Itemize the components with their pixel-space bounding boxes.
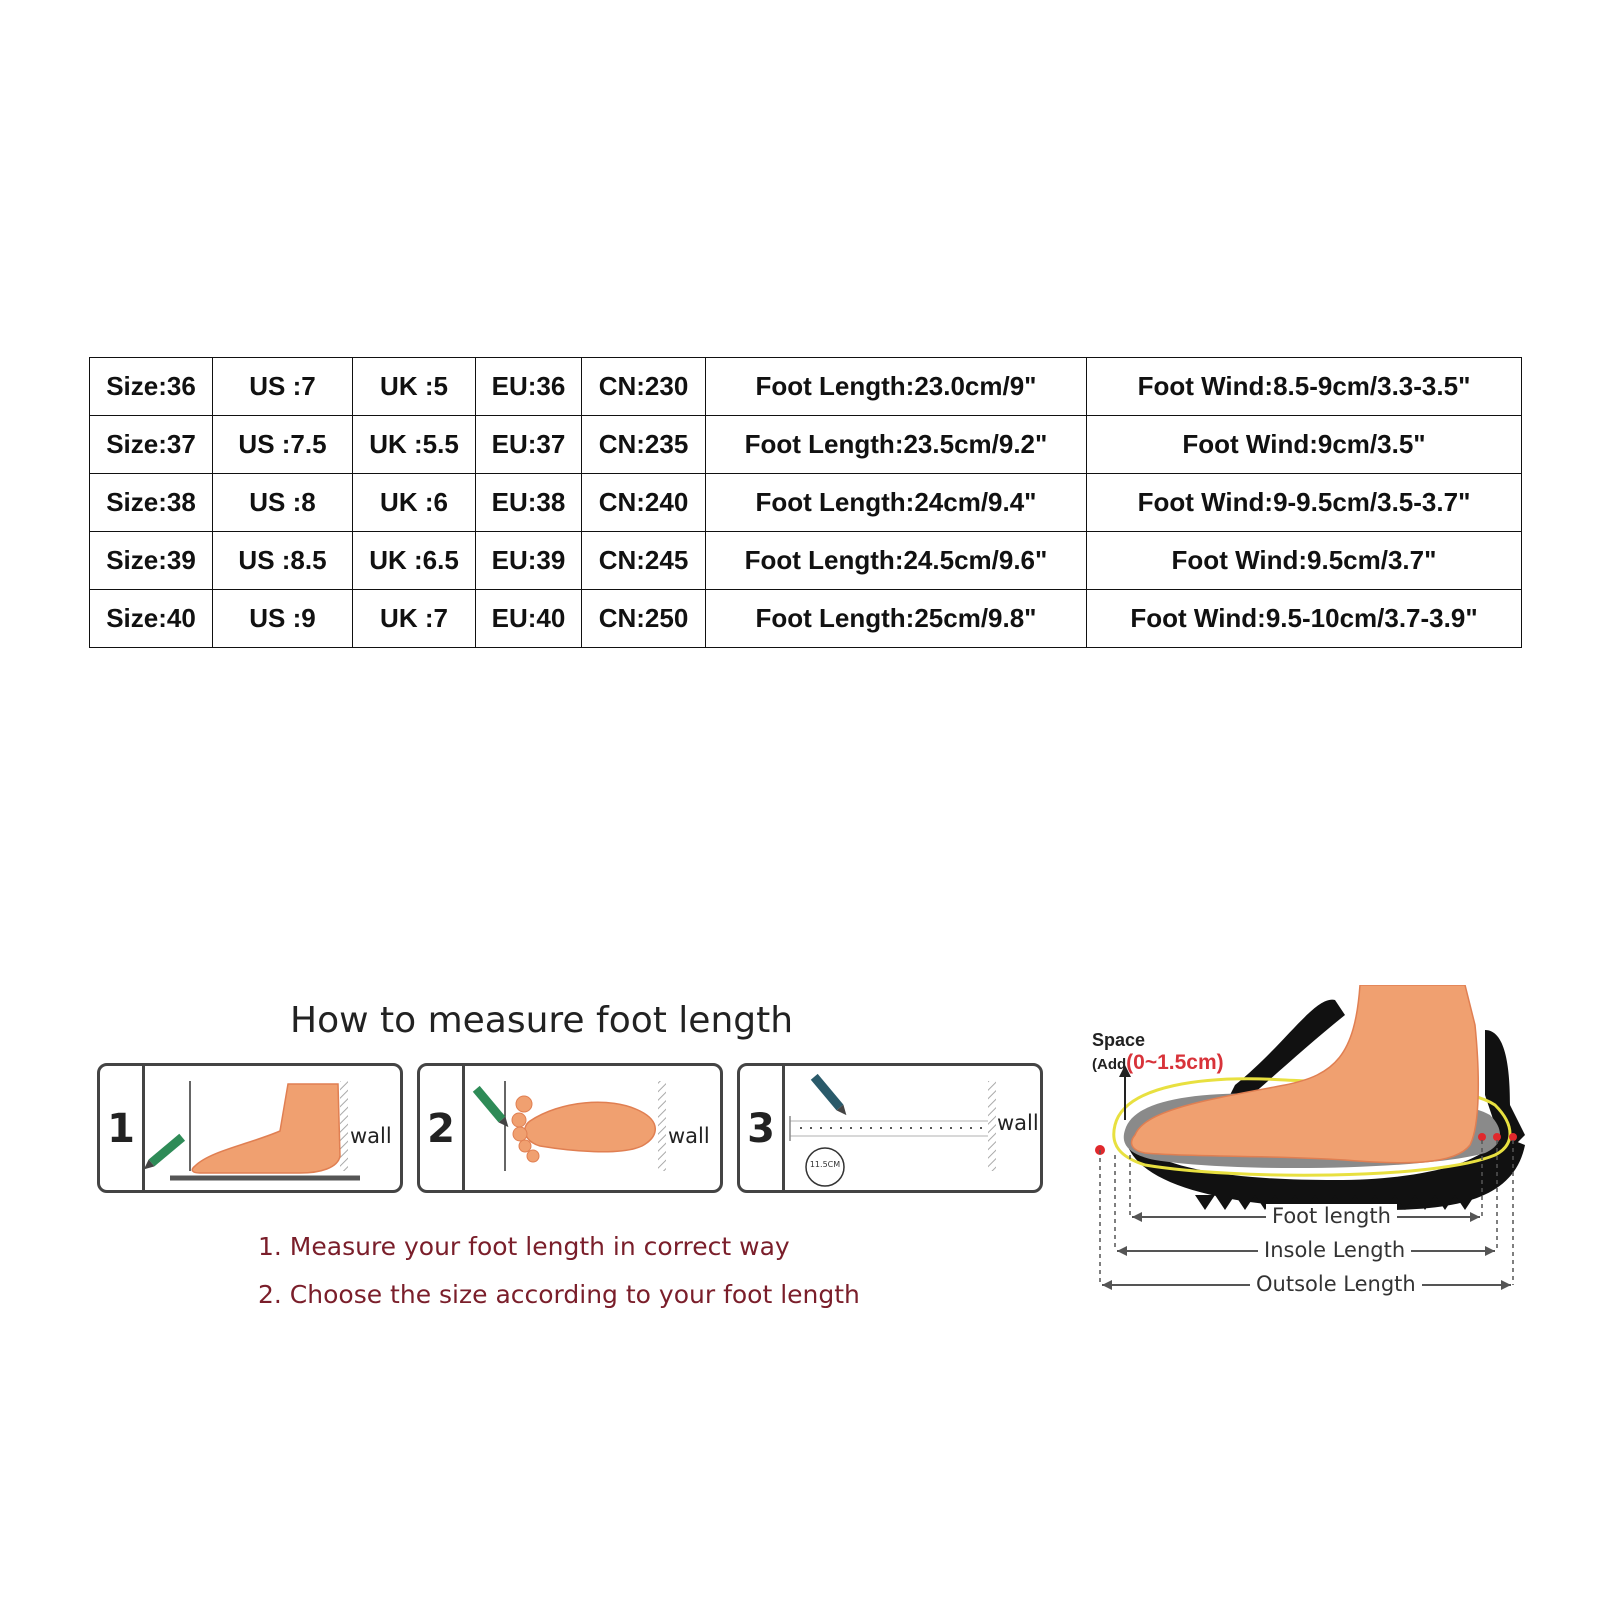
step-1-panel — [97, 1063, 403, 1193]
table-cell: Foot Length:25cm/9.8" — [706, 590, 1087, 648]
size-chart-body — [90, 358, 1522, 648]
table-cell: Size:39 — [90, 532, 213, 590]
wall-label: wall — [997, 1111, 1039, 1135]
howto-title: How to measure foot length — [290, 1000, 794, 1041]
shoe-foot-illustration — [1085, 985, 1555, 1315]
table-cell: Foot Wind:9.5-10cm/3.7-3.9" — [1087, 590, 1522, 648]
size-chart-table — [89, 357, 1522, 648]
table-cell: CN:235 — [582, 416, 706, 474]
table-cell: Size:40 — [90, 590, 213, 648]
table-cell: EU:39 — [476, 532, 582, 590]
table-cell: UK :6.5 — [353, 532, 476, 590]
wall-label: wall — [668, 1124, 710, 1148]
step-number: 3 — [747, 1106, 775, 1152]
space-label: Space — [1092, 1030, 1146, 1050]
table-cell: Foot Length:24.5cm/9.6" — [706, 532, 1087, 590]
table-cell: Foot Wind:9-9.5cm/3.5-3.7" — [1087, 474, 1522, 532]
ruler-measure-illustration — [740, 1066, 1040, 1190]
table-cell: EU:40 — [476, 590, 582, 648]
instruction-2: 2. Choose the size according to your foot length — [258, 1280, 860, 1309]
table-cell: CN:250 — [582, 590, 706, 648]
table-cell: US :7.5 — [213, 416, 353, 474]
space-add-prefix: (Add — [1092, 1056, 1127, 1073]
table-cell: Foot Length:24cm/9.4" — [706, 474, 1087, 532]
step-3-panel — [737, 1063, 1043, 1193]
table-cell: CN:230 — [582, 358, 706, 416]
space-add-label — [1092, 1051, 1224, 1075]
table-cell: Foot Length:23.5cm/9.2" — [706, 416, 1087, 474]
instruction-1: 1. Measure your foot length in correct way — [258, 1232, 790, 1261]
table-row — [90, 358, 1522, 416]
space-add-range: (0~1.5cm) — [1126, 1051, 1224, 1074]
table-cell: Size:36 — [90, 358, 213, 416]
table-cell: EU:38 — [476, 474, 582, 532]
table-row — [90, 416, 1522, 474]
table-row — [90, 532, 1522, 590]
outsole-length-label: Outsole Length — [1250, 1272, 1422, 1296]
table-row — [90, 474, 1522, 532]
table-cell: Foot Length:23.0cm/9" — [706, 358, 1087, 416]
wall-label: wall — [350, 1124, 392, 1148]
table-cell: CN:245 — [582, 532, 706, 590]
table-cell: Foot Wind:8.5-9cm/3.3-3.5" — [1087, 358, 1522, 416]
table-cell: US :9 — [213, 590, 353, 648]
foot-length-label: Foot length — [1266, 1204, 1397, 1228]
table-cell: US :8 — [213, 474, 353, 532]
table-cell: CN:240 — [582, 474, 706, 532]
step-number: 1 — [107, 1106, 135, 1152]
ruler-mark-label: 11.5CM — [809, 1160, 841, 1169]
table-cell: Size:37 — [90, 416, 213, 474]
table-cell: EU:37 — [476, 416, 582, 474]
table-cell: UK :6 — [353, 474, 476, 532]
table-cell: Foot Wind:9.5cm/3.7" — [1087, 532, 1522, 590]
table-cell: UK :5 — [353, 358, 476, 416]
table-cell: UK :7 — [353, 590, 476, 648]
step-2-panel — [417, 1063, 723, 1193]
step-number: 2 — [427, 1106, 455, 1152]
table-cell: US :7 — [213, 358, 353, 416]
table-row — [90, 590, 1522, 648]
table-cell: Foot Wind:9cm/3.5" — [1087, 416, 1522, 474]
table-cell: EU:36 — [476, 358, 582, 416]
table-cell: UK :5.5 — [353, 416, 476, 474]
shoe-fit-diagram — [1085, 985, 1555, 1315]
table-cell: US :8.5 — [213, 532, 353, 590]
table-cell: Size:38 — [90, 474, 213, 532]
insole-length-label: Insole Length — [1258, 1238, 1411, 1262]
